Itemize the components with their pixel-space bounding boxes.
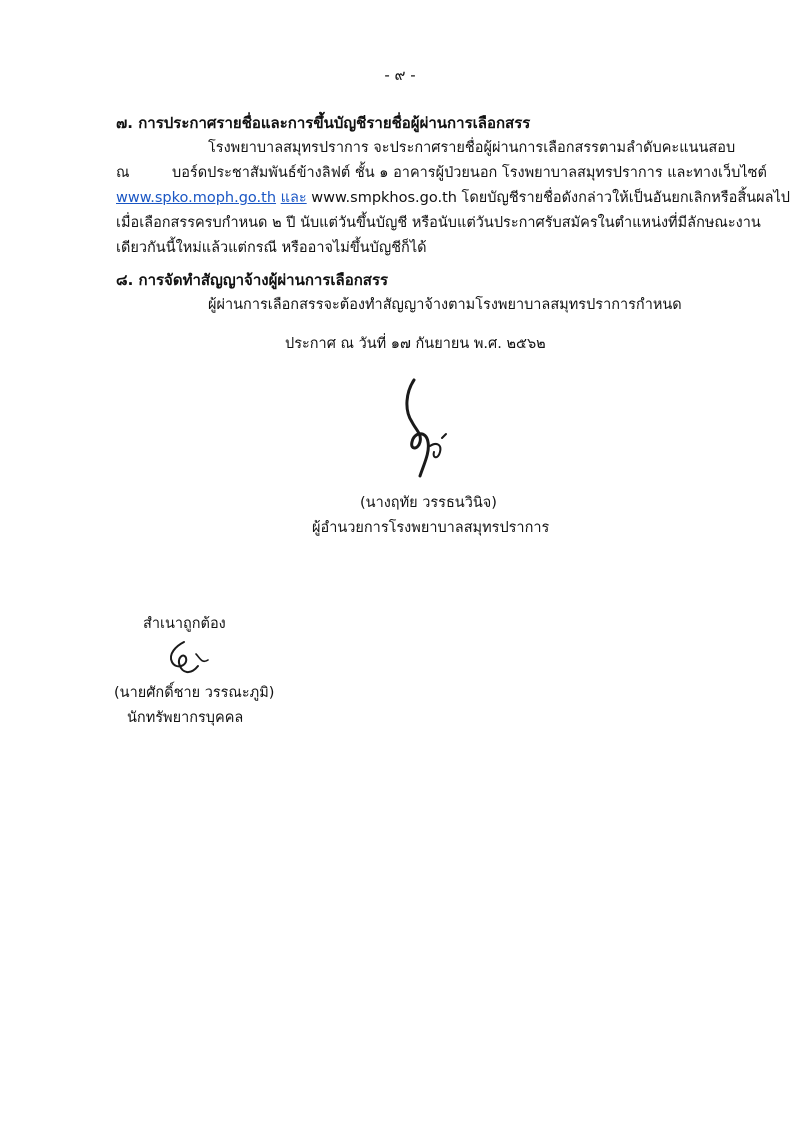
officer-name: (นายศักดิ์ชาย วรรณะภูมิ) [114, 685, 275, 701]
link-and-text: และ [280, 190, 307, 206]
section-7-line-1: โรงพยาบาลสมุทรปราการ จะประกาศรายชื่อผู้ผ่านการเลือกสรรตามลำดับคะแนนสอบ [208, 140, 736, 156]
officer-signature [150, 636, 220, 682]
section-8-heading: ๘. การจัดทำสัญญาจ้างผู้ผ่านการเลือกสรร [116, 271, 389, 289]
director-signature [386, 372, 466, 482]
section-7-line-4: เมื่อเลือกสรรครบกำหนด ๒ ปี นับแต่วันขึ้นบัญชี หรือนับแต่วันประกาศรับสมัครในตำแหน่งที่มีลักษณะงาน [116, 215, 761, 231]
section-7-heading: ๗. การประกาศรายชื่อและการขึ้นบัญชีรายชื่อผู้ผ่านการเลือกสรร [116, 114, 531, 132]
director-position: ผู้อำนวยการโรงพยาบาลสมุทรปราการ [312, 520, 550, 536]
section-8-line-1: ผู้ผ่านการเลือกสรรจะต้องทำสัญญาจ้างตามโรงพยาบาลสมุทรปราการกำหนด [208, 297, 682, 313]
officer-position: นักทรัพยากรบุคคล [127, 710, 244, 726]
section-7-line-5: เดียวกันนี้ใหม่แล้วแต่กรณี หรืออาจไม่ขึ้นบัญชีก็ได้ [116, 240, 427, 256]
certified-copy-label: สำเนาถูกต้อง [143, 616, 226, 632]
section-7-line-3-rest: www.smpkhos.go.th โดยบัญชีรายชื่อดังกล่าวให้เป็นอันยกเลิกหรือสิ้นผลไป [311, 190, 791, 206]
page-number: - ๙ - [384, 66, 416, 84]
section-7-line-2-prefix: ณ [116, 165, 130, 181]
section-7-line-3 [116, 186, 790, 209]
announcement-date: ประกาศ ณ วันที่ ๑๗ กันยายน พ.ศ. ๒๕๖๒ [285, 336, 546, 352]
director-name: (นางฤทัย วรรธนวินิจ) [360, 495, 497, 511]
website-link-spko[interactable]: www.spko.moph.go.th [116, 190, 277, 206]
section-7-line-2: บอร์ดประชาสัมพันธ์ข้างลิฟต์ ชั้น ๑ อาคารผู้ป่วยนอก โรงพยาบาลสมุทรปราการ และทางเว็บไซต์ [172, 165, 767, 181]
